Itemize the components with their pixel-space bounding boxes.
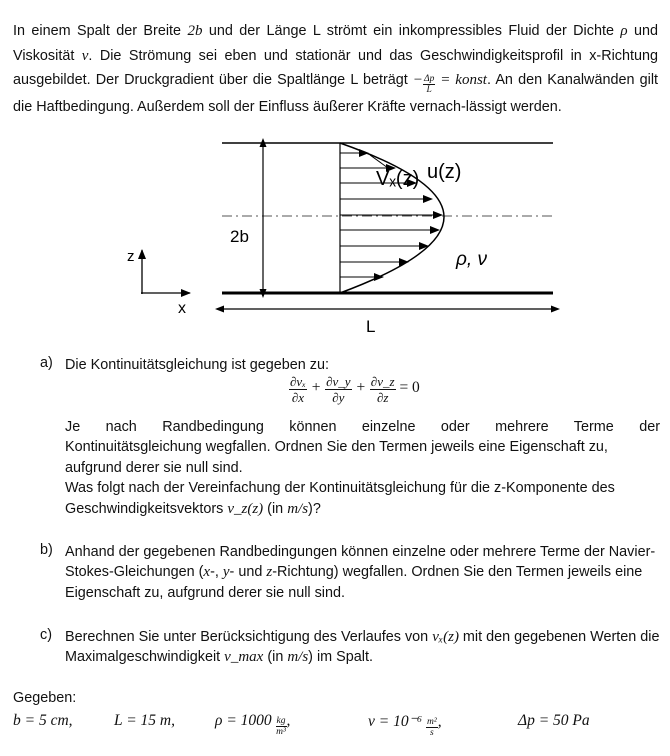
x-symbol: x <box>203 564 211 581</box>
unit-ms: m/s <box>287 649 309 666</box>
viscosity-value: ν = 10⁻⁶ <box>368 713 423 730</box>
viscosity-unit-den: s <box>430 728 434 738</box>
vx-symbol: vₓ(z) <box>432 629 459 645</box>
question-a-line-2: Kontinuitätsgleichung wegfallen. Ordnen Sie den Termen jeweils eine Eigenschaft zu, aufgrund derer sie null sind. <box>65 439 608 476</box>
length-label: L <box>366 317 376 336</box>
question-a-label: a) <box>40 355 53 371</box>
z-symbol: z <box>266 564 273 581</box>
density-unit-num: kg <box>276 716 286 726</box>
intro-text-3: und Viskosität <box>13 23 658 64</box>
konst-text: = konst <box>435 72 487 89</box>
term-dvx-num: ∂vₓ <box>290 374 306 389</box>
minus-sign: − <box>412 72 424 89</box>
given-length: L = 15 m, <box>114 712 175 729</box>
intro-text-5: . An den Kanalwänden gilt die Haftbedingung. Außerdem soll der Einfluss äußerer Kräfte vernach-lässigt werden. <box>13 72 659 116</box>
gap-width-symbol: 2b <box>187 23 203 39</box>
question-a-line-3: Was folgt nach der Vereinfachung der Kontinuitätsgleichung für die z-Komponente des Geschwindigkeitsvektors <box>65 480 615 517</box>
fraction-denominator: L <box>426 85 432 96</box>
term-dvx-den: ∂x <box>291 390 305 405</box>
density-comma: , <box>286 712 291 729</box>
question-b-label: b) <box>40 542 53 558</box>
vz-symbol: v_z(z) <box>227 500 264 517</box>
term-dvz-den: ∂z <box>376 390 389 405</box>
fraction-numerator: Δp <box>424 74 435 85</box>
term-dvz-num: ∂v_z <box>370 374 395 389</box>
continuity-equation <box>289 374 420 405</box>
intro-text-4: . Die Strömung sei eben und stationär und das Geschwindigkeitsprofil in x-Richtung ausgebildet. Der Druckgradient über die Spaltlänge L beträgt <box>13 47 658 89</box>
x-axis-label: x <box>178 300 186 317</box>
question-c-text-2: mit den gegebenen Werten die Maximalgeschwindigkeit <box>65 629 660 666</box>
intro-text-1: In einem Spalt der Breite <box>13 23 188 39</box>
intro-text-2: und der Länge L strömt ein inkompressibles Fluid der Dichte <box>202 23 621 39</box>
y-symbol: y <box>222 564 230 581</box>
term-dvy-den: ∂y <box>332 390 345 405</box>
viscosity-comma: , <box>437 713 442 730</box>
density-symbol: ρ <box>620 23 628 39</box>
density-unit-den: m³ <box>276 727 286 737</box>
z-axis-label: z <box>127 248 135 265</box>
question-b-text-1: Anhand der gegebenen Randbedingungen können einzelne oder mehrere Terme der Navier-Stokes-Gleichungen ( <box>65 544 656 581</box>
question-b-text-2: -Richtung) wegfallen. Ordnen Sie den Termen jeweils eine Eigenschaft zu, aufgrund derer sie null sind. <box>65 564 643 601</box>
viscosity-symbol: ν <box>81 47 89 64</box>
unit-ms: m/s <box>287 500 309 517</box>
question-c-text <box>65 627 660 668</box>
unit-suffix: )? <box>308 500 321 517</box>
given-heading: Gegeben: <box>13 690 77 706</box>
plus-sign: + <box>355 379 366 396</box>
channel-flow-diagram <box>0 0 670 345</box>
vx-label: Vₓ(z) <box>376 168 420 190</box>
equation-rhs: = 0 <box>399 379 420 396</box>
u-label: u(z) <box>427 161 462 183</box>
gap-label: 2b <box>230 227 249 246</box>
viscosity-unit-num: m² <box>427 717 437 727</box>
given-b: b = 5 cm, <box>13 712 73 729</box>
unit-prefix: (in <box>263 500 288 517</box>
vmax-symbol: v_max <box>224 649 264 666</box>
given-density <box>215 712 290 737</box>
question-a-line-1: Je nach Randbedingung können einzelne oder mehrere Terme der <box>65 419 660 435</box>
density-value: ρ = 1000 <box>215 712 272 729</box>
question-a-intro: Die Kontinuitätsgleichung ist gegeben zu: <box>65 357 330 373</box>
separator-2: - und <box>229 564 267 581</box>
plus-sign: + <box>310 379 322 396</box>
question-c-text-4: ) im Spalt. <box>308 649 373 666</box>
question-c-text-3: (in <box>263 649 288 666</box>
given-pressure-drop: Δp = 50 Pa <box>518 712 590 729</box>
question-c-label: c) <box>40 627 52 643</box>
fluid-properties-label: ρ, ν <box>456 249 487 270</box>
term-dvy-num: ∂v_y <box>326 374 351 389</box>
question-b-text <box>65 542 660 603</box>
question-c-text-1: Berechnen Sie unter Berücksichtigung des Verlaufes von <box>65 629 433 645</box>
given-viscosity <box>368 712 442 738</box>
separator-1: -, <box>210 564 223 581</box>
